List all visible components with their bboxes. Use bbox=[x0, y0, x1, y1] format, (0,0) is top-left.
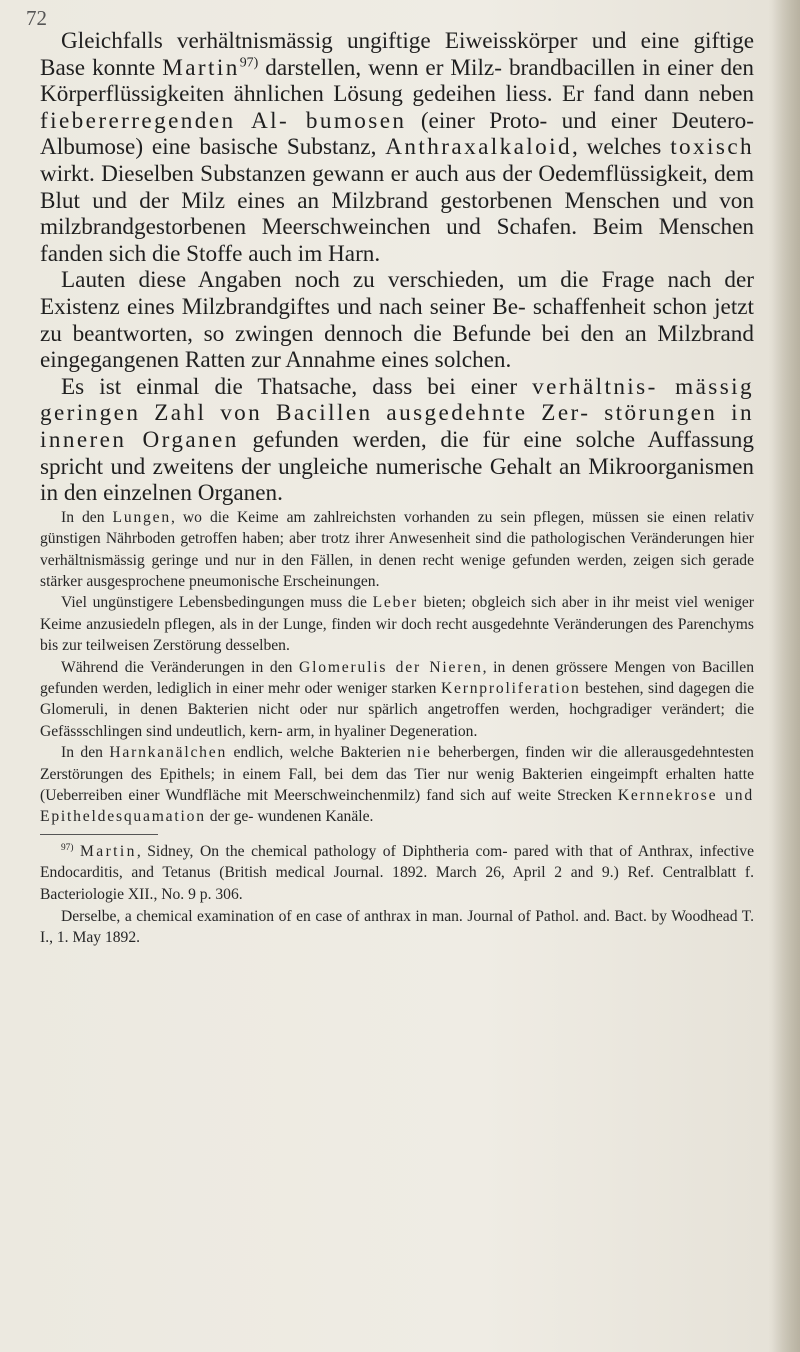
text-run: beherbergen, finden wir die allerausgedehntesten Zerstörungen des Epithels; in einem Fall, bei dem das Tier nur wenig Bakterien eingeimpft erhalten hatte (Ueberreiben einer Wundfläche mit Meerschweinchenmilz) fand sich auf weite Strecken bbox=[40, 744, 754, 804]
text-run: , Sidney, On the chemical pathology of Diphtheria com- pared with that of Anthrax, infective Endocarditis, and Tetanus (British medical Journal. 1892. March 26, April 2 and 9.) Ref. Centralblatt f. Bacteriologie XII., No. 9 p. 306. bbox=[40, 842, 754, 903]
author-name: Martin bbox=[80, 842, 137, 860]
text-run: In den bbox=[61, 744, 110, 762]
spaced-term: Kernproliferation bbox=[440, 679, 581, 697]
text-run: Es ist einmal die Thatsache, dass bei einer bbox=[61, 373, 533, 400]
text-run: Viel ungünstigere Lebensbedingungen muss die bbox=[61, 594, 373, 612]
spaced-term: Anthraxalkaloid bbox=[385, 134, 572, 161]
text-run: bieten; obgleich sich aber in ihr meist viel weniger Keime anzusiedeln pflegen, als in der Lunge, finden wir doch recht ausgedehnte Veränderungen des Parenchyms bis zur teilweisen Zerstörung desselben. bbox=[40, 594, 754, 655]
text-column bbox=[40, 28, 754, 949]
text-run: In den bbox=[61, 508, 113, 526]
text-run: gefunden werden, die für eine solche Auffassung spricht und zweitens der ungleiche numerische Gehalt an Mikroorganismen in den einzelnen Organen. bbox=[40, 426, 754, 507]
footnote-divider bbox=[40, 834, 158, 835]
text-run: , wo die Keime am zahlreichsten vorhanden zu sein pflegen, müssen sie einen relativ günstigen Nährboden getroffen haben; aber trotz ihrer Anwesenheit sind die pathologischen Veränderungen hier verhältnismässig geringe und nur in den Fällen, in denen recht wenige gefunden werden, zeigen sich gerade stärker ausgesprochene pneumonische Erscheinungen. bbox=[40, 508, 754, 590]
paragraph-leber bbox=[40, 592, 754, 656]
footnote-derselbe: Derselbe, a chemical examination of en case of anthrax in man. Journal of Pathol. and. Bact. by Woodhead T. I., 1. May 1892. bbox=[40, 907, 754, 947]
spaced-term: Kernnekrose und Epitheldesquamation bbox=[40, 786, 754, 826]
footnote-marker: 97) bbox=[61, 842, 74, 853]
spaced-term: nie bbox=[407, 744, 432, 762]
paragraph-thatsache bbox=[40, 374, 754, 507]
spaced-term: fiebererregenden Al- bumosen bbox=[40, 107, 407, 134]
spaced-term: Glomerulis der Nieren bbox=[299, 658, 483, 676]
page-number: 72 bbox=[26, 6, 47, 30]
footnote-martin bbox=[40, 841, 754, 906]
text-run: , welches bbox=[571, 134, 671, 161]
author-name: Martin bbox=[162, 54, 240, 81]
spaced-term: Lungen bbox=[112, 508, 171, 526]
text-run: (einer Proto- und einer Deutero-Albumose) eine basische Substanz, bbox=[40, 107, 754, 161]
text-run: darstellen, wenn er Milz- brandbacillen in einer den Körperflüssigkeiten ähnlichen Lösung gedeihen liess. Er fand dann neben bbox=[40, 54, 754, 108]
spaced-term: verhältnis- mässig geringen Zahl von Bacillen ausgedehnte Zer- störungen in inneren Organen bbox=[40, 373, 754, 453]
footnote-ref[interactable]: 97) bbox=[239, 54, 259, 70]
paragraph-lungen bbox=[40, 507, 754, 593]
paragraph-nieren bbox=[40, 657, 754, 743]
paragraph-angaben: Lauten diese Angaben noch zu verschieden, um die Frage nach der Existenz eines Milzbrandgiftes und nach seiner Be- schaffenheit schon jetzt zu beantworten, so zwingen dennoch die Befunde bei den an Milzbrand eingegangenen Ratten zur Annahme eines solchen. bbox=[40, 267, 754, 374]
spaced-term: Harnkanälchen bbox=[109, 744, 228, 762]
text-run: wirkt. Dieselben Substanzen gewann er auch aus der Oedemflüssigkeit, dem Blut und der Milz eines an Milzbrand gestorbenen Menschen und von milzbrandgestorbenen Meerschweinchen und Schafen. Beim Menschen fanden sich die Stoffe auch im Harn. bbox=[40, 160, 754, 267]
spaced-term: toxisch bbox=[670, 134, 754, 161]
spaced-term: Leber bbox=[372, 594, 418, 612]
text-run: Während die Veränderungen in den bbox=[61, 658, 300, 676]
text-run: Gleichfalls verhältnismässig ungiftige Eiweisskörper und eine giftige Base konnte bbox=[40, 28, 754, 81]
paragraph-harnkanaelchen bbox=[40, 742, 754, 828]
text-run: der ge- wundenen Kanäle. bbox=[205, 808, 374, 826]
page-edge-shadow bbox=[772, 0, 800, 1352]
text-run: bestehen, sind dagegen die Glomeruli, in denen Bakterien nicht oder nur spärlich angetroffen werden, hochgradiger verändert; die Gefässschlingen sind undeutlich, kern- arm, in hyaliner Degeneration. bbox=[40, 679, 754, 740]
paragraph-martin bbox=[40, 28, 754, 267]
text-run: , in denen grössere Mengen von Bacillen gefunden werden, lediglich in einer mehr oder weniger starken bbox=[40, 658, 754, 697]
text-run: endlich, welche Bakterien bbox=[227, 744, 408, 762]
